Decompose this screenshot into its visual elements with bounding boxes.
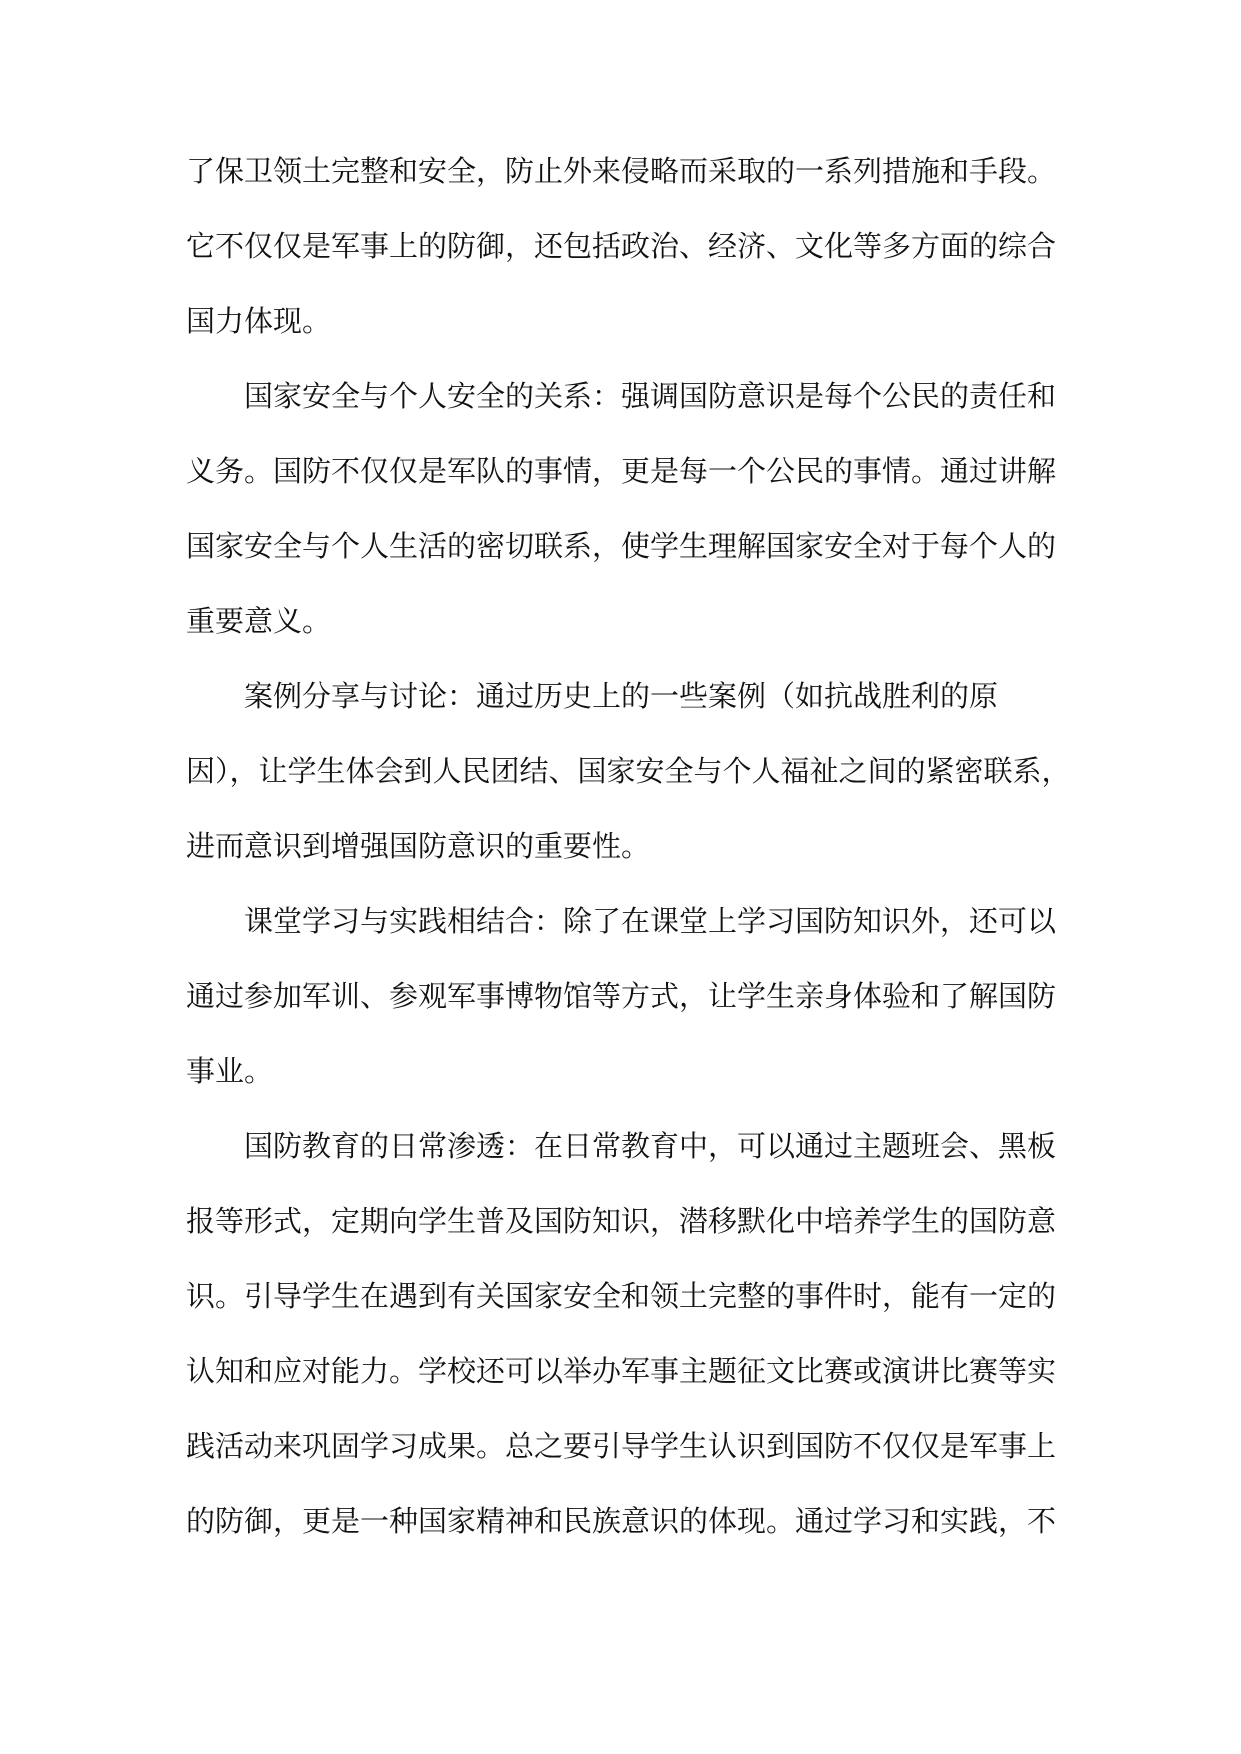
text-line: 因），让学生体会到人民团结、国家安全与个人福祉之间的紧密联系，: [186, 754, 1071, 788]
text-line: 通过参加军训、参观军事博物馆等方式，让学生亲身体验和了解国防: [186, 979, 1057, 1013]
paragraph-heading-line: 案例分享与讨论：通过历史上的一些案例（如抗战胜利的原: [244, 679, 999, 713]
text-line: 的防御，更是一种国家精神和民族意识的体现。通过学习和实践，不: [186, 1504, 1057, 1538]
text-line: 报等形式，定期向学生普及国防知识，潜移默化中培养学生的国防意: [186, 1204, 1057, 1238]
body-text: [186, 134, 1071, 1559]
paragraph-heading-line: 课堂学习与实践相结合：除了在课堂上学习国防知识外，还可以: [244, 904, 1057, 938]
text-line: 了保卫领土完整和安全，防止外来侵略而采取的一系列措施和手段。: [186, 154, 1057, 188]
text-line: 国家安全与个人生活的密切联系，使学生理解国家安全对于每个人的: [186, 529, 1057, 563]
text-line: 践活动来巩固学习成果。总之要引导学生认识到国防不仅仅是军事上: [186, 1429, 1057, 1463]
text-line: 义务。国防不仅仅是军队的事情，更是每一个公民的事情。通过讲解: [186, 454, 1057, 488]
paragraph-heading-line: 国家安全与个人安全的关系：强调国防意识是每个公民的责任和: [244, 379, 1057, 413]
text-line: 进而意识到增强国防意识的重要性。: [186, 829, 651, 863]
text-line: 它不仅仅是军事上的防御，还包括政治、经济、文化等多方面的综合: [186, 229, 1057, 263]
text-line: 认知和应对能力。学校还可以举办军事主题征文比赛或演讲比赛等实: [186, 1354, 1057, 1388]
text-line: 事业。: [186, 1054, 274, 1088]
text-line: 识。引导学生在遇到有关国家安全和领土完整的事件时，能有一定的: [186, 1279, 1057, 1313]
paragraph-heading-line: 国防教育的日常渗透：在日常教育中，可以通过主题班会、黑板: [244, 1129, 1057, 1163]
text-line: 国力体现。: [186, 304, 332, 338]
text-line: 重要意义。: [186, 604, 332, 638]
